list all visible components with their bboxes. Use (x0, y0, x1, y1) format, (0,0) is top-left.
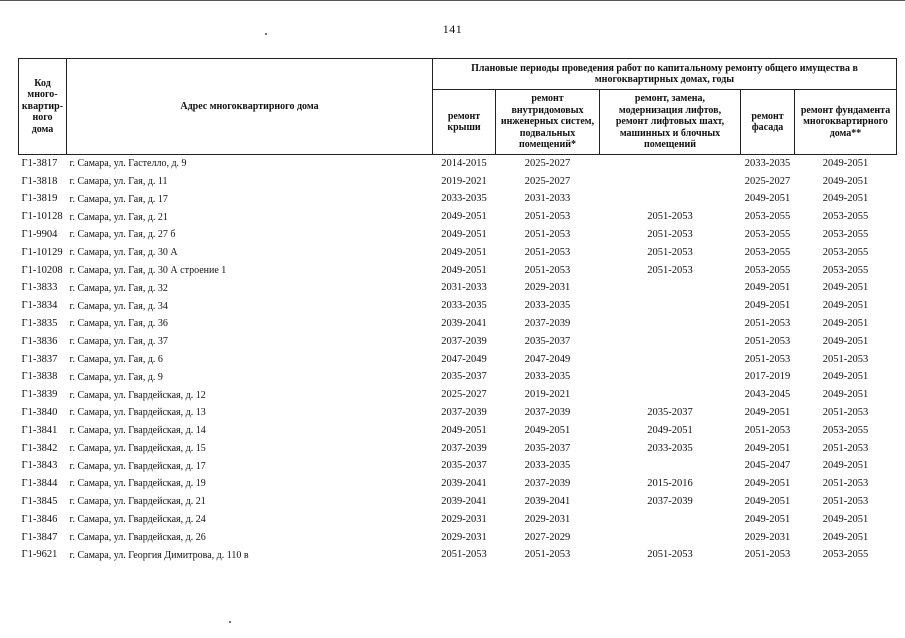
table-row (19, 386, 897, 404)
cell-code: Г1-10128 (21, 211, 63, 223)
cell-systems-period: 2025-2027 (496, 155, 600, 173)
cell-address: г. Самара, ул. Гая, д. 32 (69, 282, 168, 294)
cell-roof-period: 2033-2035 (441, 193, 487, 205)
cell-roof-period: 2047-2049 (441, 353, 487, 365)
cell-roof-period: 2029-2031 (441, 513, 487, 525)
cell-roof-period: 2051-2053 (441, 549, 487, 561)
cell-elevators-period: 2015-2016 (647, 478, 693, 490)
cell-systems-period: 2037-2039 (524, 478, 571, 490)
cell-elevators-period (600, 529, 741, 547)
table-row (19, 369, 897, 387)
scan-speck (229, 621, 231, 623)
cell-systems-period: 2035-2037 (524, 442, 571, 454)
cell-foundation-period: 2053-2055 (822, 246, 869, 258)
cell-roof-period: 2035-2037 (441, 460, 487, 472)
table-row (19, 262, 897, 280)
cell-address: г. Самара, ул. Гая, д. 30 А строение 1 (69, 264, 227, 276)
cell-systems-period: 2019-2021 (524, 389, 571, 401)
cell-facade-period: 2049-2051 (744, 496, 791, 507)
cell-address: г. Самара, ул. Гая, д. 30 А (69, 247, 178, 259)
cell-systems-period: 2049-2051 (524, 424, 571, 436)
cell-systems-period: 2029-2031 (524, 282, 571, 294)
cell-address: г. Самара, ул. Гвардейская, д. 12 (69, 389, 206, 401)
cell-facade-period: 2049-2051 (744, 407, 791, 419)
table-row (19, 458, 897, 476)
cell-systems-period: 2035-2037 (524, 335, 571, 347)
cell-facade-period: 2045-2047 (744, 460, 791, 472)
cell-code: Г1-3835 (21, 318, 58, 330)
cell-roof-period: 2039-2041 (441, 318, 487, 330)
cell-systems-period: 2051-2053 (524, 229, 571, 241)
cell-address: г. Самара, ул. Гая, д. 37 (69, 336, 168, 348)
cell-foundation-period: 2049-2051 (822, 300, 869, 312)
cell-address: г. Самара, ул. Гая, д. 21 (69, 211, 168, 223)
cell-systems-period: 2039-2041 (524, 496, 571, 507)
cell-elevators-period (600, 369, 741, 387)
cell-code: Г1-3818 (21, 175, 58, 187)
cell-foundation-period: 2049-2051 (822, 371, 869, 383)
cell-elevators-period (600, 351, 741, 369)
header-address: Адрес многоквартирного дома (67, 59, 433, 155)
cell-elevators-period: 2051-2053 (647, 264, 693, 276)
table-row (19, 226, 897, 244)
cell-elevators-period (600, 315, 741, 333)
cell-elevators-period: 2051-2053 (647, 246, 693, 258)
cell-code: Г1-3845 (21, 496, 58, 507)
cell-systems-period: 2025-2027 (524, 175, 571, 187)
table-row (19, 244, 897, 262)
cell-systems-period: 2037-2039 (524, 407, 571, 419)
cell-facade-period: 2051-2053 (744, 318, 791, 330)
cell-systems-period: 2037-2039 (524, 318, 571, 330)
cell-systems-period: 2033-2035 (524, 460, 571, 472)
cell-systems-period: 2051-2053 (524, 246, 571, 258)
cell-elevators-period: 2051-2053 (647, 229, 693, 241)
cell-foundation-period: 2049-2051 (822, 335, 869, 347)
table-row (19, 475, 897, 493)
cell-code: Г1-3846 (21, 513, 58, 525)
cell-facade-period: 2049-2051 (744, 478, 791, 490)
cell-facade-period: 2049-2051 (744, 300, 791, 312)
cell-elevators-period: 2037-2039 (647, 496, 693, 507)
table-row (19, 440, 897, 458)
cell-facade-period: 2033-2035 (741, 155, 795, 173)
cell-foundation-period: 2049-2051 (822, 460, 869, 472)
cell-elevators-period (600, 191, 741, 209)
cell-facade-period: 2051-2053 (744, 424, 791, 436)
cell-systems-period: 2051-2053 (524, 264, 571, 276)
header-foundation: ремонт фундамента многоквартирного дома** (795, 90, 897, 155)
header-code: Код много-квартир-ного дома (19, 59, 67, 155)
cell-address: г. Самара, ул. Гая, д. 36 (69, 318, 168, 330)
cell-code: Г1-10208 (21, 264, 63, 276)
cell-roof-period: 2025-2027 (441, 389, 487, 401)
cell-facade-period: 2049-2051 (744, 442, 791, 454)
cell-roof-period: 2049-2051 (441, 211, 487, 223)
cell-roof-period: 2029-2031 (441, 531, 487, 543)
cell-elevators-period (600, 386, 741, 404)
cell-facade-period: 2017-2019 (744, 371, 791, 383)
cell-systems-period: 2047-2049 (524, 353, 571, 365)
cell-foundation-period: 2051-2053 (822, 478, 869, 490)
capital-repair-schedule-table (18, 58, 897, 564)
cell-address: г. Самара, ул. Гвардейская, д. 13 (69, 407, 206, 419)
cell-code: Г1-3836 (21, 335, 58, 347)
table-header (19, 59, 897, 155)
cell-facade-period: 2049-2051 (744, 513, 791, 525)
cell-foundation-period: 2049-2051 (822, 175, 869, 187)
cell-roof-period: 2049-2051 (441, 424, 487, 436)
cell-foundation-period: 2049-2051 (822, 282, 869, 294)
cell-systems-period: 2031-2033 (524, 193, 571, 205)
cell-foundation-period: 2049-2051 (822, 531, 869, 543)
cell-code: Г1-3839 (21, 389, 58, 401)
cell-foundation-period: 2051-2053 (822, 407, 869, 419)
cell-elevators-period (600, 280, 741, 298)
header-facade: ремонт фасада (741, 90, 795, 155)
cell-code: Г1-3842 (21, 442, 58, 454)
cell-elevators-period: 2051-2053 (647, 211, 693, 223)
table-row (19, 280, 897, 298)
cell-systems-period: 2051-2053 (524, 211, 571, 223)
cell-foundation-period: 2053-2055 (822, 229, 869, 241)
cell-foundation-period: 2053-2055 (822, 549, 869, 561)
cell-roof-period: 2049-2051 (441, 229, 487, 241)
cell-address: г. Самара, ул. Гвардейская, д. 26 (69, 531, 206, 543)
cell-address: г. Самара, ул. Гая, д. 9 (69, 371, 163, 383)
cell-address: г. Самара, ул. Гвардейская, д. 19 (69, 478, 206, 490)
cell-facade-period: 2051-2053 (744, 549, 791, 561)
header-elevators: ремонт, замена, модернизация лифтов, ремонт лифтовых шахт, машинных и блочных помещений (600, 90, 741, 155)
cell-code: Г1-3841 (21, 424, 58, 436)
cell-roof-period: 2037-2039 (441, 442, 487, 454)
table-row (19, 529, 897, 547)
cell-code: Г1-3817 (19, 155, 67, 173)
cell-systems-period: 2033-2035 (524, 371, 571, 383)
header-planned-periods: Плановые периоды проведения работ по капитальному ремонту общего имущества в многоквартирных домах, годы (433, 59, 897, 90)
cell-address: г. Самара, ул. Гая, д. 34 (69, 300, 168, 312)
cell-roof-period: 2019-2021 (441, 175, 487, 187)
cell-code: Г1-3833 (21, 282, 58, 294)
top-border-line (0, 0, 905, 1)
table-row (19, 351, 897, 369)
cell-code: Г1-9621 (21, 549, 58, 561)
cell-systems-period: 2033-2035 (524, 300, 571, 312)
cell-facade-period: 2043-2045 (744, 389, 791, 401)
page-number: 141 (442, 22, 463, 36)
cell-foundation-period: 2049-2051 (822, 389, 869, 401)
cell-address: г. Самара, ул. Гая, д. 17 (69, 193, 168, 205)
cell-code: Г1-3840 (21, 407, 58, 419)
table-row (19, 297, 897, 315)
cell-roof-period: 2033-2035 (441, 300, 487, 312)
cell-facade-period: 2051-2053 (744, 353, 791, 365)
cell-systems-period: 2027-2029 (524, 531, 571, 543)
cell-elevators-period (600, 173, 741, 191)
cell-elevators-period (600, 155, 741, 173)
cell-roof-period: 2035-2037 (441, 371, 487, 383)
cell-roof-period: 2014-2015 (433, 155, 496, 173)
table-row (19, 191, 897, 209)
cell-elevators-period: 2033-2035 (647, 442, 693, 454)
table-row (19, 511, 897, 529)
cell-elevators-period (600, 333, 741, 351)
cell-address: г. Самара, ул. Гвардейская, д. 15 (69, 442, 206, 454)
cell-code: Г1-3838 (21, 371, 58, 383)
cell-foundation-period: 2053-2055 (822, 264, 869, 276)
cell-facade-period: 2053-2055 (744, 264, 791, 276)
cell-roof-period: 2031-2033 (441, 282, 487, 294)
cell-facade-period: 2051-2053 (744, 335, 791, 347)
header-systems: ремонт внутридомовых инженерных систем, подвальных помещений* (496, 90, 600, 155)
header-roof: ремонт крыши (433, 90, 496, 155)
cell-address: г. Самара, ул. Гая, д. 27 б (69, 229, 176, 241)
cell-facade-period: 2053-2055 (744, 246, 791, 258)
cell-address: г. Самара, ул. Георгия Димитрова, д. 110 в (69, 549, 249, 561)
cell-systems-period: 2051-2053 (524, 549, 571, 561)
cell-systems-period: 2029-2031 (524, 513, 571, 525)
table-row (19, 404, 897, 422)
cell-code: Г1-3847 (21, 531, 58, 543)
cell-elevators-period: 2035-2037 (647, 407, 693, 419)
cell-foundation-period: 2051-2053 (822, 353, 869, 365)
table-row (19, 173, 897, 191)
cell-foundation-period: 2049-2051 (795, 155, 897, 173)
table-row (19, 333, 897, 351)
cell-address: г. Самара, ул. Гая, д. 6 (69, 353, 163, 365)
cell-roof-period: 2049-2051 (441, 264, 487, 276)
cell-foundation-period: 2051-2053 (822, 496, 869, 507)
cell-foundation-period: 2053-2055 (822, 211, 869, 223)
cell-code: Г1-3819 (21, 193, 58, 205)
cell-code: Г1-3837 (21, 353, 58, 365)
cell-facade-period: 2049-2051 (744, 193, 791, 205)
cell-roof-period: 2037-2039 (441, 335, 487, 347)
cell-address: г. Самара, ул. Гая, д. 11 (69, 175, 168, 187)
cell-foundation-period: 2051-2053 (822, 442, 869, 454)
table-row (19, 422, 897, 440)
cell-roof-period: 2039-2041 (441, 496, 487, 507)
cell-address: г. Самара, ул. Гастелло, д. 9 (67, 155, 433, 173)
cell-elevators-period: 2049-2051 (647, 424, 693, 436)
cell-foundation-period: 2049-2051 (822, 318, 869, 330)
cell-roof-period: 2039-2041 (441, 478, 487, 490)
cell-facade-period: 2029-2031 (744, 531, 791, 543)
cell-facade-period: 2053-2055 (744, 229, 791, 241)
cell-code: Г1-3843 (21, 460, 58, 472)
cell-code: Г1-3834 (21, 300, 58, 312)
cell-address: г. Самара, ул. Гвардейская, д. 24 (69, 514, 206, 526)
cell-roof-period: 2049-2051 (441, 246, 487, 258)
cell-address: г. Самара, ул. Гвардейская, д. 14 (69, 425, 206, 437)
cell-code: Г1-10129 (21, 246, 63, 258)
cell-foundation-period: 2049-2051 (822, 513, 869, 525)
table-body (19, 155, 897, 565)
table-row (19, 315, 897, 333)
table-row (19, 155, 897, 173)
cell-address: г. Самара, ул. Гвардейская, д. 17 (69, 460, 206, 472)
cell-elevators-period (600, 511, 741, 529)
cell-code: Г1-9904 (21, 229, 58, 241)
cell-foundation-period: 2049-2051 (822, 193, 869, 205)
cell-elevators-period: 2051-2053 (647, 549, 693, 561)
cell-roof-period: 2037-2039 (441, 407, 487, 419)
cell-elevators-period (600, 297, 741, 315)
cell-facade-period: 2049-2051 (744, 282, 791, 294)
table-row (19, 547, 897, 565)
table-row (19, 493, 897, 511)
cell-facade-period: 2053-2055 (744, 211, 791, 223)
cell-address: г. Самара, ул. Гвардейская, д. 21 (69, 496, 206, 508)
scan-speck (265, 33, 267, 35)
table-row (19, 208, 897, 226)
cell-facade-period: 2025-2027 (744, 175, 791, 187)
cell-code: Г1-3844 (21, 478, 58, 490)
cell-foundation-period: 2053-2055 (822, 424, 869, 436)
cell-elevators-period (600, 458, 741, 476)
